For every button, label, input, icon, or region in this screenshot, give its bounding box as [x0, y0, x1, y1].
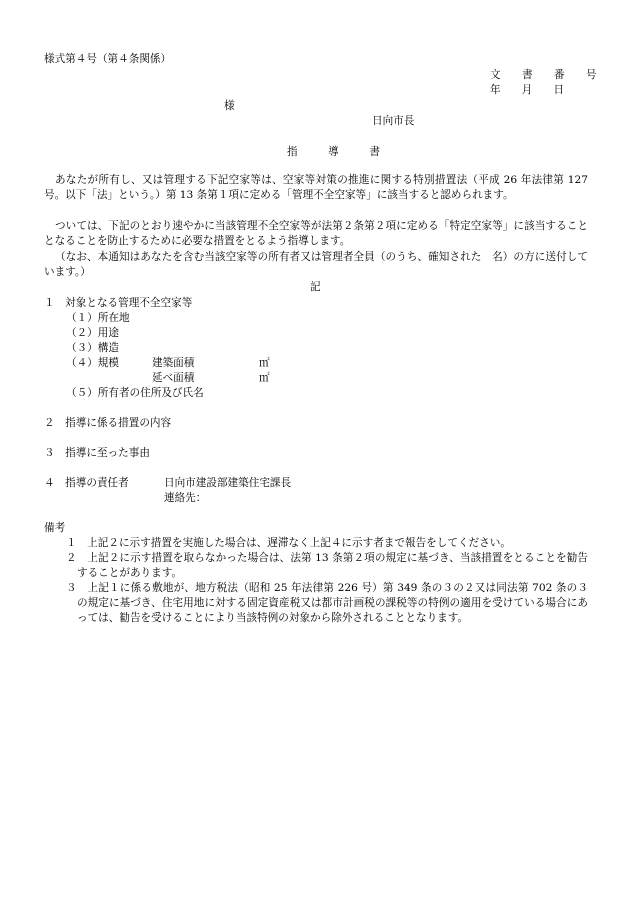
item-use: （２）用途: [66, 327, 119, 339]
floor-area-unit: ㎡: [259, 372, 270, 384]
form-label: 様式第４号（第４条関係）: [44, 53, 172, 65]
ki-heading: 記: [310, 281, 321, 293]
item-owner: （５）所有者の住所及び氏名: [66, 387, 204, 399]
item-scale: （４）規模: [66, 357, 119, 369]
item-structure: （３）構造: [66, 342, 119, 354]
section-4-heading: ４ 指導の責任者: [44, 477, 129, 489]
body-paragraph-3: （なお、本通知はあなたを含む当該空家等の所有者又は管理者全員（のうち、確知された 名）の方に送付しています。）: [44, 251, 588, 278]
body-paragraph-2: ついては、下記のとおり速やかに当該管理不全空家等が法第２条第２項に定める「特定空家等」に該当することとなることを防止するために必要な措置をとるよう指導します。: [44, 220, 588, 247]
addressee-suffix: 様: [224, 100, 235, 112]
issue-date: 年 月 日: [490, 84, 565, 96]
building-area-label: 建築面積: [152, 357, 195, 369]
section-3-heading: ３ 指導に至った事由: [44, 447, 150, 459]
body-paragraph-1: あなたが所有し、又は管理する下記空家等は、空家等対策の推進に関する特別措置法（平成 26 年法律第 127 号。以下「法」という。）第 13 条第１項に定める「管理不全空家等」に該当すると認められます。: [44, 174, 588, 201]
section-1-heading: １ 対象となる管理不全空家等: [44, 297, 193, 309]
section-2-heading: ２ 指導に係る措置の内容: [44, 417, 172, 429]
remark-1: １ 上記２に示す措置を実施した場合は、遅滞なく上記４に示す者まで報告をしてください。: [66, 537, 511, 549]
remarks-heading: 備考: [44, 522, 66, 534]
sender: 日向市長: [372, 115, 415, 127]
contact-label: 連絡先：: [164, 492, 207, 504]
remark-3: ３ 上記１に係る敷地が、地方税法（昭和 25 年法律第 226 号）第 349 条の３の２又は同法第 702 条の３の規定に基づき、住宅用地に対する固定資産税又は都市計画税の課税等の特例の適用を受けている場合にあっては、勧告を受けることにより当該特例の対象から除外されることとなります。: [66, 582, 588, 624]
building-area-unit: ㎡: [259, 357, 270, 369]
item-location: （１）所在地: [66, 312, 130, 324]
document-title: 指 導 書: [287, 146, 390, 158]
document-number: 文 書 番 号: [490, 69, 606, 81]
remark-2: ２ 上記２に示す措置を取らなかった場合は、法第 13 条第２項の規定に基づき、当該措置をとることを勧告することがあります。: [66, 552, 588, 579]
responsible-person: 日向市建設部建築住宅課長: [164, 477, 292, 489]
floor-area-label: 延べ面積: [152, 372, 195, 384]
